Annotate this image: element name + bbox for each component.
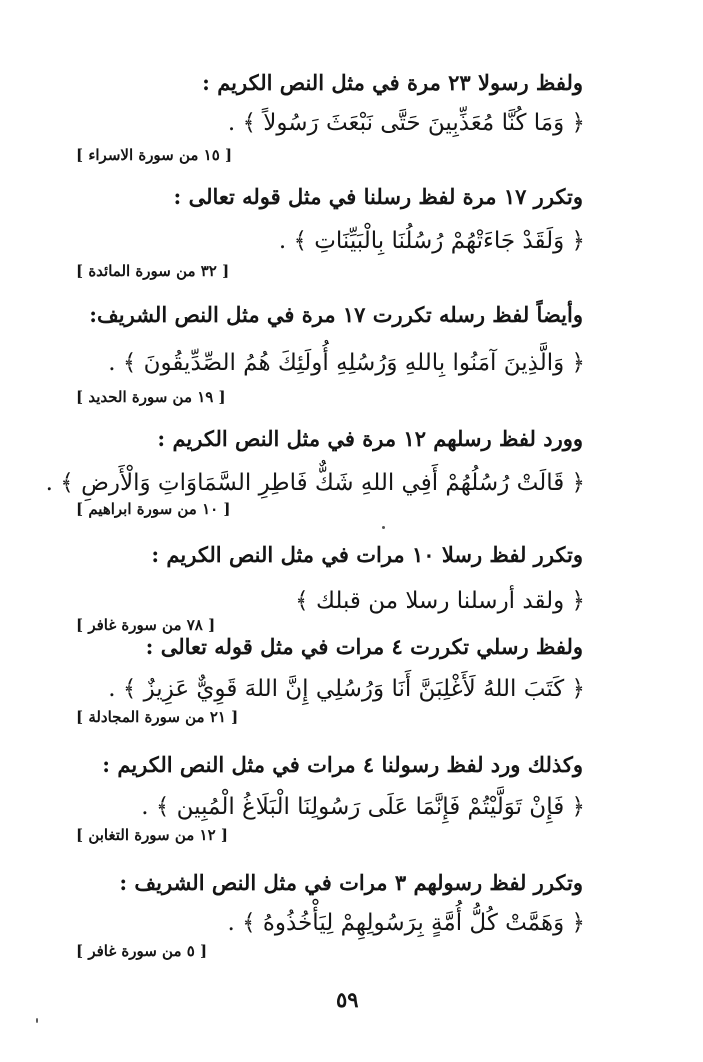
block-1-reference: [ ١٥ من سورة الاسراء ] xyxy=(76,146,233,164)
block-8-verse: ﴿ وَهَمَّتْ كُلُّ أُمَّةٍ بِرَسُولِهِمْ لِيَأْخُذُوهُ ﴾ . xyxy=(227,910,585,936)
block-1-verse: ﴿ وَمَا كُنَّا مُعَذِّبِينَ حَتَّى نَبْعَثَ رَسُولاً ﴾ . xyxy=(227,110,585,136)
block-2-reference: [ ٣٢ من سورة المائدة ] xyxy=(76,262,230,280)
block-7-intro: وكذلك ورد لفظ رسولنا ٤ مرات في مثل النص الكريم : xyxy=(102,752,583,777)
block-7-reference: [ ١٢ من سورة التغابن ] xyxy=(76,826,228,844)
block-3-verse: ﴿ وَالَّذِينَ آمَنُوا بِاللهِ وَرُسُلِهِ أُولَئِكَ هُمُ الصِّدِّيقُونَ ﴾ . xyxy=(108,350,585,376)
block-6-verse: ﴿ كَتَبَ اللهُ لَأَغْلِبَنَّ أَنَا وَرُسُلِي إِنَّ اللهَ قَوِيٌّ عَزِيزٌ ﴾ . xyxy=(108,676,585,702)
block-1-intro: ولفظ رسولا ٢٣ مرة في مثل النص الكريم : xyxy=(202,70,583,95)
block-8-reference: [ ٥ من سورة غافر ] xyxy=(76,942,208,960)
block-5-verse: ﴿ ولقد أرسلنا رسلا من قبلك ﴾ xyxy=(295,588,585,614)
block-2-verse: ﴿ وَلَقَدْ جَاءَتْهُمْ رُسُلُنَا بِالْبَيِّنَاتِ ﴾ . xyxy=(278,228,585,254)
block-4-verse: ﴿ قَالَتْ رُسُلُهُمْ أَفِي اللهِ شَكٌّ فَاطِرِ السَّمَاوَاتِ وَالْأَرضِ ﴾ . xyxy=(45,470,585,496)
block-6-intro: ولفظ رسلي تكررت ٤ مرات في مثل قوله تعالى : xyxy=(145,634,583,659)
block-5-reference: [ ٧٨ من سورة غافر ] xyxy=(76,616,216,634)
block-8-intro: وتكرر لفظ رسولهم ٣ مرات في مثل النص الشريف : xyxy=(119,870,583,895)
block-2-intro: وتكرر ١٧ مرة لفظ رسلنا في مثل قوله تعالى : xyxy=(173,184,583,209)
scan-speck xyxy=(36,1018,38,1023)
block-6-reference: [ ٢١ من سورة المجادلة ] xyxy=(76,708,239,726)
block-7-verse: ﴿ فَإِنْ تَوَلَّيْتُمْ فَإِنَّمَا عَلَى رَسُولِنَا الْبَلَاغُ الْمُبِين ﴾ . xyxy=(141,794,585,820)
block-4-reference: [ ١٠ من سورة ابراهيم ] xyxy=(76,500,231,518)
page-number: ٥٩ xyxy=(336,987,359,1012)
block-3-intro: وأيضاً لفظ رسله تكررت ١٧ مرة في مثل النص الشريف: xyxy=(89,302,583,327)
scan-speck xyxy=(382,526,385,529)
block-4-intro: وورد لفظ رسلهم ١٢ مرة في مثل النص الكريم : xyxy=(157,426,583,451)
block-3-reference: [ ١٩ من سورة الحديد ] xyxy=(76,388,226,406)
block-5-intro: وتكرر لفظ رسلا ١٠ مرات في مثل النص الكريم : xyxy=(151,542,583,567)
